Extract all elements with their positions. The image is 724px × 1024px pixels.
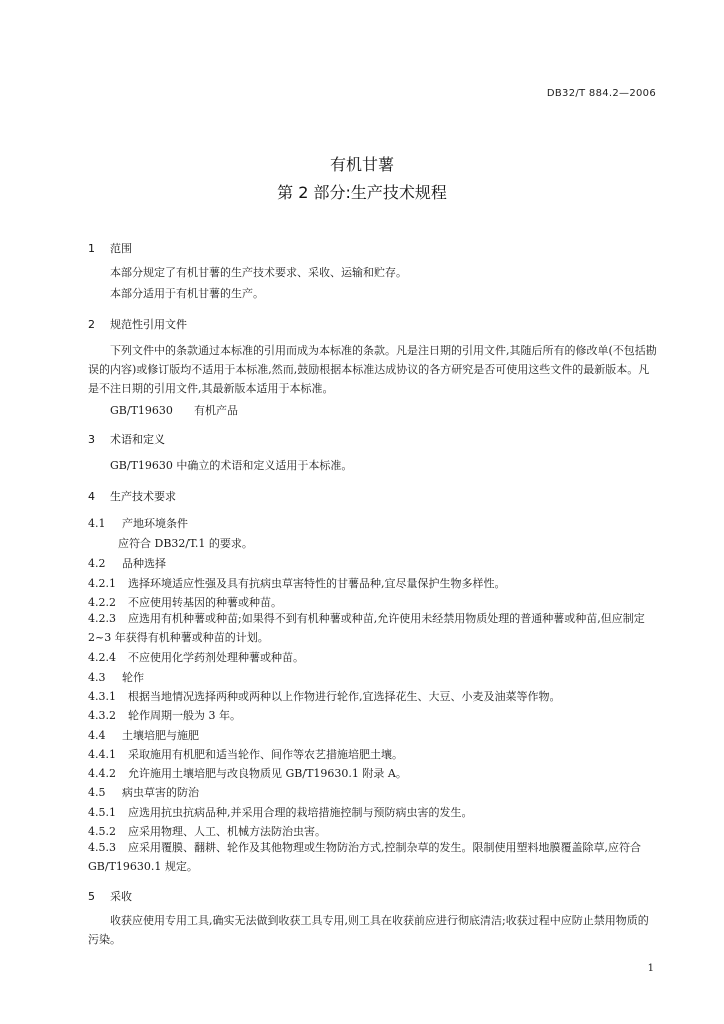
paragraph: GB/T19630 中确立的术语和定义适用于本标准。: [110, 459, 353, 472]
paragraph: 收获应使用专用工具,确实无法做到收获工具专用,则工具在收获前应进行彻底清洁;收获过程中应防止禁用物质的污染。: [88, 914, 649, 946]
clause: 4.5.3 应采用覆膜、翻耕、轮作及其他物理或生物防治方式,控制杂草的发生。限制使用塑料地膜覆盖除草,应符合 GB/T19630.1 规定。: [88, 841, 641, 873]
page-number: 1: [647, 963, 654, 974]
section-heading-terms: 3 术语和定义: [88, 433, 165, 446]
paragraph: 下列文件中的条款通过本标准的引用而成为本标准的条款。凡是注日期的引用文件,其随后所有的修改单(不包括勘误的内容)或修订版均不适用于本标准,然而,鼓励根据本标准达成协议的各方研究是否可使用这些文件的最新版本。凡是不注日期的引用文件,其最新版本适用于本标准。: [88, 344, 657, 395]
clause: 4.4.1 采取施用有机肥和适当轮作、间作等农艺措施培肥土壤。: [88, 748, 403, 761]
clause: 4.3.1 根据当地情况选择两种或两种以上作物进行轮作,宜选择花生、大豆、小麦及油菜等作物。: [88, 690, 561, 703]
clause: 4.5.2 应采用物理、人工、机械方法防治虫害。: [88, 825, 326, 838]
section-heading-harvest: 5 采收: [88, 890, 132, 903]
clause: 4.2.1 选择环境适应性强及具有抗病虫草害特性的甘薯品种,宜尽量保护生物多样性。: [88, 577, 506, 590]
subsection-heading: 4.2 品种选择: [88, 557, 166, 570]
clause: 4.2.2 不应使用转基因的种薯或种苗。: [88, 596, 282, 609]
clause: 4.2.3 应选用有机种薯或种苗;如果得不到有机种薯或种苗,允许使用未经禁用物质处理的普通种薯或种苗,但应制定 2~3 年获得有机种薯或种苗的计划。: [88, 612, 645, 644]
standard-code: DB32/T 884.2—2006: [546, 88, 656, 99]
paragraph: 本部分规定了有机甘薯的生产技术要求、采收、运输和贮存。: [110, 266, 407, 279]
section-heading-requirements: 4 生产技术要求: [88, 490, 176, 503]
section-heading-scope: 1 范围: [88, 242, 132, 255]
clause: 4.5.1 应选用抗虫抗病品种,并采用合理的栽培措施控制与预防病虫害的发生。: [88, 806, 473, 819]
document-title: 有机甘薯: [329, 155, 394, 174]
subsection-heading: 4.3 轮作: [88, 671, 144, 684]
paragraph: 本部分适用于有机甘薯的生产。: [110, 287, 264, 300]
clause: 4.3.2 轮作周期一般为 3 年。: [88, 709, 241, 722]
clause: 4.2.4 不应使用化学药剂处理种薯或种苗。: [88, 651, 304, 664]
reference-entry: GB/T19630 有机产品: [110, 404, 238, 417]
clause: 4.4.2 允许施用土壤培肥与改良物质见 GB/T19630.1 附录 A。: [88, 767, 407, 780]
document-subtitle: 第 2 部分:生产技术规程: [277, 183, 447, 202]
subsection-heading: 4.1 产地环境条件: [88, 517, 188, 530]
section-heading-references: 2 规范性引用文件: [88, 318, 187, 331]
subsection-heading: 4.5 病虫草害的防治: [88, 786, 199, 799]
paragraph: 应符合 DB32/T.1 的要求。: [118, 537, 253, 550]
subsection-heading: 4.4 土壤培肥与施肥: [88, 729, 199, 742]
